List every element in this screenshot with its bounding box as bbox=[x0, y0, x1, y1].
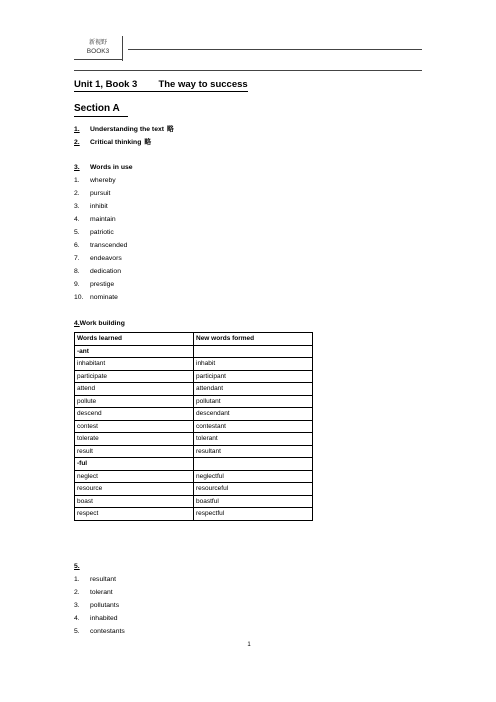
table-cell bbox=[194, 345, 313, 358]
header-brand-cn: 新视野 bbox=[88, 39, 107, 46]
list-number: 5. bbox=[74, 628, 80, 635]
table-cell: -ant bbox=[75, 345, 194, 358]
header-brand bbox=[74, 38, 122, 56]
table-cell: result bbox=[75, 445, 194, 458]
word-building-heading bbox=[74, 319, 125, 329]
list-number: 2. bbox=[74, 190, 80, 197]
header-rule-long bbox=[128, 49, 422, 50]
list-item bbox=[74, 241, 127, 251]
task-number: 1. bbox=[74, 126, 80, 133]
list-number: 3. bbox=[74, 602, 80, 609]
table-cell: neglectful bbox=[194, 470, 313, 483]
list-text: nominate bbox=[90, 294, 118, 301]
table-cell: attend bbox=[75, 383, 194, 396]
task-mark: 略 bbox=[144, 138, 152, 146]
list-number: 3. bbox=[74, 203, 80, 210]
list-item bbox=[74, 575, 116, 585]
list-item bbox=[74, 293, 118, 303]
list-number: 1. bbox=[74, 576, 80, 583]
list-number: 10. bbox=[74, 294, 84, 301]
table-cell: boast bbox=[75, 495, 194, 508]
exercise-5-heading bbox=[74, 562, 80, 572]
table-row bbox=[75, 395, 313, 408]
list-item bbox=[74, 228, 114, 238]
table-cell: resourceful bbox=[194, 483, 313, 496]
table-cell: participate bbox=[75, 370, 194, 383]
list-item bbox=[74, 601, 119, 611]
heading-number: 3. bbox=[74, 164, 80, 171]
list-number: 4. bbox=[74, 216, 80, 223]
list-item bbox=[74, 267, 121, 277]
heading-number: 4. bbox=[74, 320, 80, 327]
list-item bbox=[74, 280, 114, 290]
list-text: pollutants bbox=[90, 602, 120, 609]
list-number: 9. bbox=[74, 281, 80, 288]
table-cell: participant bbox=[194, 370, 313, 383]
heading-label: Words in use bbox=[90, 164, 133, 171]
task-mark: 略 bbox=[167, 125, 174, 133]
table-cell: tolerant bbox=[194, 433, 313, 446]
table-row bbox=[75, 495, 313, 508]
list-number: 5. bbox=[74, 229, 80, 236]
list-text: tolerant bbox=[90, 589, 113, 596]
list-item bbox=[74, 176, 116, 186]
list-item bbox=[74, 189, 110, 199]
table-cell: descendant bbox=[194, 408, 313, 421]
table-header-cell: New words formed bbox=[194, 333, 313, 346]
task-label: Understanding the text bbox=[90, 126, 165, 133]
list-text: inhabited bbox=[90, 615, 118, 622]
page-number: 1 bbox=[247, 642, 251, 648]
header-rule-full bbox=[74, 70, 422, 71]
table-cell: attendant bbox=[194, 383, 313, 396]
list-number: 8. bbox=[74, 268, 80, 275]
list-text: transcended bbox=[90, 242, 128, 249]
table-cell: boastful bbox=[194, 495, 313, 508]
list-text: resultant bbox=[90, 576, 117, 583]
table-cell: neglect bbox=[75, 470, 194, 483]
table-header-cell: Words learned bbox=[75, 333, 194, 346]
table-cell: descend bbox=[75, 408, 194, 421]
header-divider-vertical bbox=[122, 36, 123, 61]
word-building-table bbox=[74, 332, 313, 521]
table-cell: respect bbox=[75, 508, 194, 521]
table-row bbox=[75, 508, 313, 521]
table-cell: pollute bbox=[75, 395, 194, 408]
table-row bbox=[75, 458, 313, 471]
heading-number: 5. bbox=[74, 563, 80, 570]
table-cell: resultant bbox=[194, 445, 313, 458]
section-heading: Section A bbox=[74, 102, 128, 117]
table-cell: contest bbox=[75, 420, 194, 433]
list-number: 7. bbox=[74, 255, 80, 262]
list-text: dedication bbox=[90, 268, 121, 275]
list-text: inhibit bbox=[90, 203, 108, 210]
header-brand-en: BOOK3 bbox=[86, 48, 110, 55]
heading-label: Work building bbox=[79, 320, 125, 327]
table-row bbox=[75, 433, 313, 446]
list-number: 1. bbox=[74, 177, 80, 184]
list-item bbox=[74, 215, 116, 225]
task-number: 2. bbox=[74, 139, 80, 146]
table-row bbox=[75, 383, 313, 396]
table-row bbox=[75, 345, 313, 358]
task-item bbox=[74, 137, 151, 148]
table-row bbox=[75, 483, 313, 496]
header-rule-short bbox=[74, 59, 122, 60]
words-in-use-heading bbox=[74, 163, 133, 173]
list-number: 2. bbox=[74, 589, 80, 596]
table-row bbox=[75, 445, 313, 458]
table-cell: tolerate bbox=[75, 433, 194, 446]
list-text: prestige bbox=[90, 281, 115, 288]
list-text: pursuit bbox=[90, 190, 111, 197]
table-cell: resource bbox=[75, 483, 194, 496]
table-row bbox=[75, 420, 313, 433]
task-item bbox=[74, 124, 174, 135]
list-item bbox=[74, 202, 108, 212]
table-row bbox=[75, 370, 313, 383]
table-header-row bbox=[75, 333, 313, 346]
task-label: Critical thinking bbox=[90, 139, 142, 146]
list-text: endeavors bbox=[90, 255, 122, 262]
table-cell: inhabit bbox=[194, 358, 313, 371]
table-cell: respectful bbox=[194, 508, 313, 521]
list-text: maintain bbox=[90, 216, 116, 223]
list-text: contestants bbox=[90, 628, 125, 635]
list-item bbox=[74, 627, 125, 637]
list-item bbox=[74, 254, 122, 264]
table-row bbox=[75, 358, 313, 371]
list-number: 4. bbox=[74, 615, 80, 622]
list-text: patriotic bbox=[90, 229, 114, 236]
list-number: 6. bbox=[74, 242, 80, 249]
table-cell bbox=[194, 458, 313, 471]
list-text: whereby bbox=[90, 177, 116, 184]
page-title: Unit 1, Book 3 The way to success bbox=[74, 79, 248, 90]
table-cell: inhabitant bbox=[75, 358, 194, 371]
table-cell: pollutant bbox=[194, 395, 313, 408]
table-cell: contestant bbox=[194, 420, 313, 433]
table-cell: -ful bbox=[75, 458, 194, 471]
list-item bbox=[74, 588, 113, 598]
table-row bbox=[75, 470, 313, 483]
list-item bbox=[74, 614, 118, 624]
table-row bbox=[75, 408, 313, 421]
